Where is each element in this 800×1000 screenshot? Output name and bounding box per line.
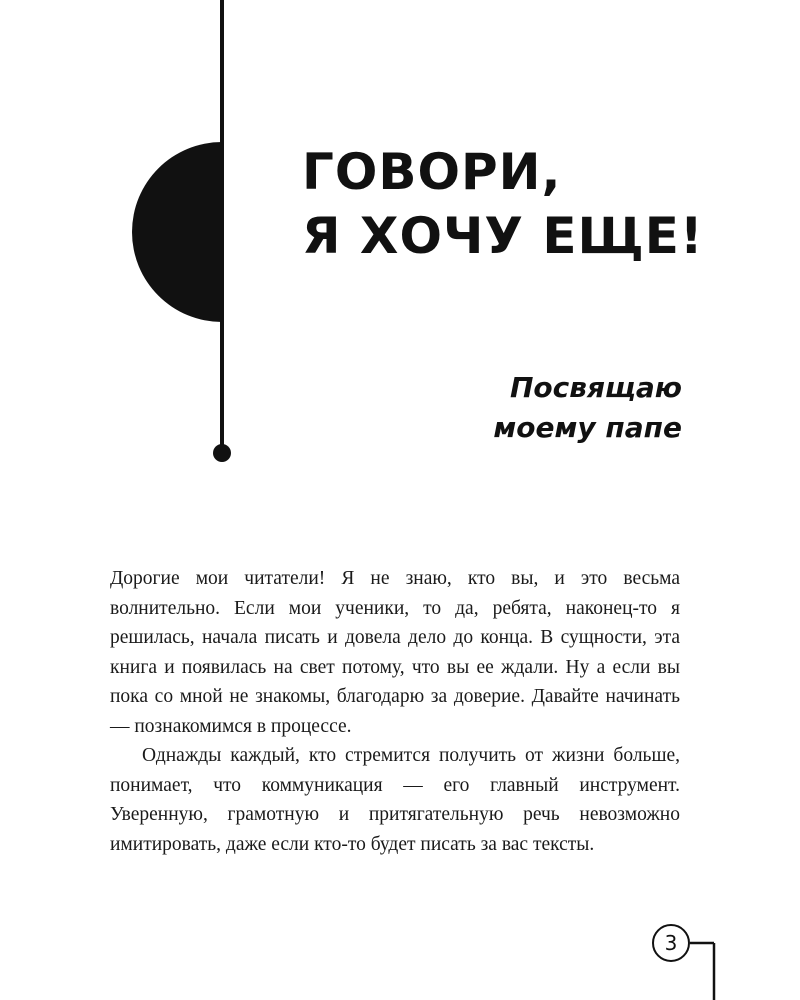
paragraph-1: Дорогие мои читатели! Я не знаю, кто вы, и это весьма волнительно. Если мои ученики, то да, ребята, наконец-то я решилась, начала писать и довела дело до конца. В сущности, эта книга и появилась на свет потому, что вы ее ждали. Ну а если вы пока со мной не знакомы, благодарю за доверие. Давайте начинать — познакомимся в процессе.	[110, 568, 680, 737]
dedication	[282, 368, 682, 448]
line-end-dot	[213, 444, 231, 462]
dedication-line-2: моему папе	[493, 411, 682, 444]
dedication-line-1: Посвящаю	[509, 371, 682, 404]
paragraph-2: Однажды каждый, кто стремится получить от жизни больше, понимает, что коммуникация — его главный инструмент. Уверенную, грамотную и притягательную речь невозможно имитировать, даже если кто-то будет писать за вас тексты.	[110, 745, 680, 855]
body-text	[110, 564, 680, 859]
page-number: 3	[652, 924, 690, 962]
chapter-title-line-2: Я ХОЧУ ЕЩЕ!	[302, 207, 704, 265]
chapter-title-line-1: ГОВОРИ,	[302, 143, 562, 201]
half-circle	[132, 142, 222, 322]
chapter-title	[302, 140, 762, 268]
